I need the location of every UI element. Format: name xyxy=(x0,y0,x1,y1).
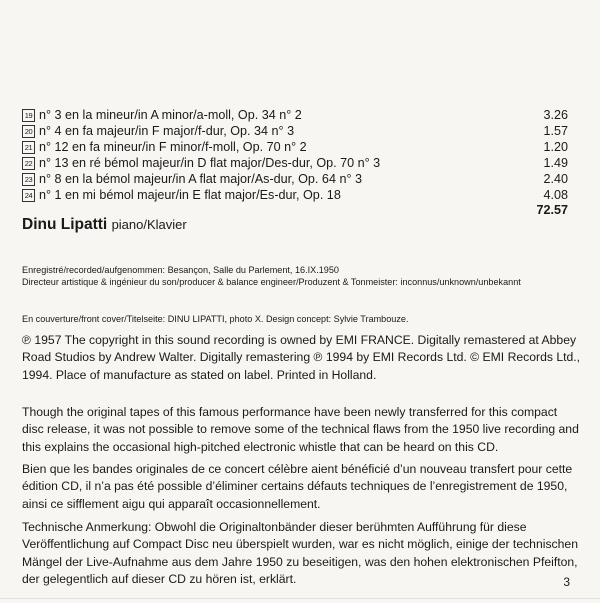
track-number-box: 23 xyxy=(22,173,35,186)
note-english: Though the original tapes of this famous performance have been newly transferred for this compact disc release, it was not possible to remove some of the technical flaws from the 1950 live recording and this explains the occasional high-pitched electronic whistle that can be heard on this CD. xyxy=(22,405,579,454)
artist-credit xyxy=(22,216,187,234)
track-number-box: 19 xyxy=(22,109,35,122)
track-row xyxy=(22,171,568,187)
track-row xyxy=(22,123,568,139)
total-duration: 72.57 xyxy=(536,203,568,217)
page-edge-divider xyxy=(0,598,600,599)
track-list xyxy=(22,107,568,203)
track-number-box: 21 xyxy=(22,141,35,154)
track-row xyxy=(22,155,568,171)
track-title: n° 13 en ré bémol majeur/in D flat major/Des-dur, Op. 70 n° 3 xyxy=(39,156,381,170)
artist-name: Dinu Lipatti xyxy=(22,216,108,233)
track-title: n° 12 en fa mineur/in F minor/f-moll, Op. 70 n° 2 xyxy=(39,140,307,154)
track-title: n° 8 en la bémol majeur/in A flat major/As-dur, Op. 64 n° 3 xyxy=(39,172,362,186)
track-duration: 1.20 xyxy=(543,140,568,154)
track-row xyxy=(22,139,568,155)
track-duration: 3.26 xyxy=(543,108,568,122)
artist-role: piano/Klavier xyxy=(111,217,187,232)
track-duration: 1.49 xyxy=(543,156,568,170)
track-number-box: 22 xyxy=(22,157,35,170)
copyright-notice: ℗ 1957 The copyright in this sound recording is owned by EMI FRANCE. Digitally remastered at Abbey Road Studios by Andrew Walter. Digitally remastering ℗ 1994 by EMI Records Ltd. © EMI Records Ltd., 1994. Place of manufacture as stated on label. Printed in Holland. xyxy=(22,333,581,382)
note-german: Technische Anmerkung: Obwohl die Originaltonbänder dieser berühmten Aufführung für diese Veröffentlichung auf Compact Disc neu überspielt wurden, war es nicht möglich, einige der technischen Mängel der Live-Aufnahme aus dem Jahre 1950 zu beseitigen, was den hohen elektronischen Pfeifton, der gelegentlich auf dieser CD zu hören ist, erklärt. xyxy=(22,520,578,586)
track-row xyxy=(22,187,568,203)
track-duration: 4.08 xyxy=(543,188,568,202)
track-row xyxy=(22,107,568,123)
recording-credit: Enregistré/recorded/aufgenommen: Besançon, Salle du Parlement, 16.IX.1950 xyxy=(22,265,339,275)
track-duration: 1.57 xyxy=(543,124,568,138)
track-title: n° 4 en fa majeur/in F major/f-dur, Op. 34 n° 3 xyxy=(39,124,295,138)
note-french: Bien que les bandes originales de ce concert célèbre aient bénéficié d’un nouveau transfert pour cette édition CD, il n’a pas été possible d’éliminer certains défauts techniques de l’enregistrement de 1950, ainsi ce sifflement aigu qui apparaît occasionnellement. xyxy=(22,462,573,511)
track-duration: 2.40 xyxy=(543,172,568,186)
track-number-box: 20 xyxy=(22,125,35,138)
cover-credit: En couverture/front cover/Titelseite: DINU LIPATTI, photo X. Design concept: Sylvie Trambouze. xyxy=(22,314,409,324)
track-title: n° 1 en mi bémol majeur/in E flat major/Es-dur, Op. 18 xyxy=(39,188,341,202)
track-number-box: 24 xyxy=(22,189,35,202)
page-number: 3 xyxy=(563,575,570,589)
track-title: n° 3 en la mineur/in A minor/a-moll, Op. 34 n° 2 xyxy=(39,108,302,122)
producer-credit: Directeur artistique & ingénieur du son/producer & balance engineer/Produzent & Tonmeister: inconnus/unknown/unbekannt xyxy=(22,277,521,287)
